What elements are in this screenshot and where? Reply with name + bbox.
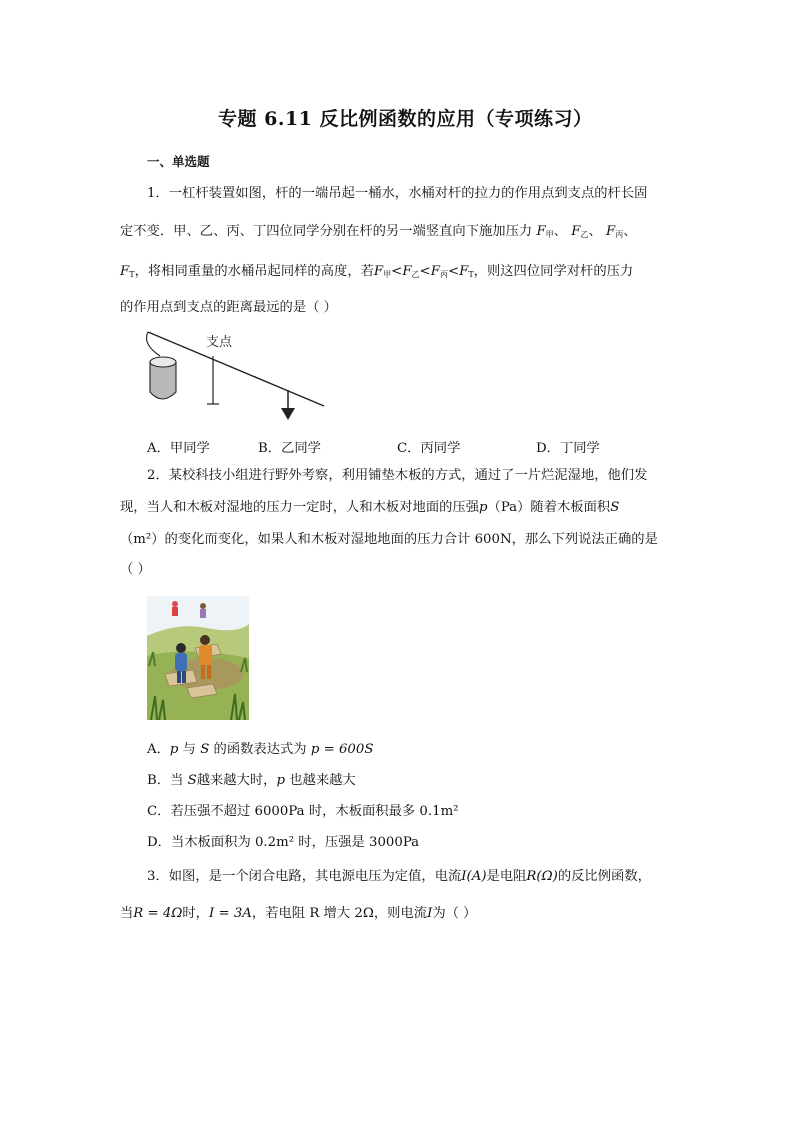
- q2-line3: （m²）的变化而变化，如果人和木板对湿地地面的压力合计 600N，那么下列说法正确的是: [120, 532, 658, 547]
- q1-line4: 的作用点到支点的距离最远的是（ ）: [120, 300, 337, 315]
- q3-line2: 当R = 4Ω时，I = 3A，若电阻 R 增大 2Ω，则电流I为（ ）: [120, 906, 477, 921]
- q1-option-c: C．丙同学: [397, 441, 461, 456]
- fulcrum-label: 支点: [206, 335, 233, 350]
- q2-line4: （ ）: [120, 562, 151, 577]
- bucket-rim: [150, 357, 176, 367]
- q1-line2: 定不变．甲、乙、丙、丁四位同学分别在杆的另一端竖直向下施加压力 $F_甲$、 $F_乙$、 $F_丙$、: [120, 224, 637, 239]
- lever-diagram: [140, 326, 330, 422]
- q2-option-b: B．当 S越来越大时，p 也越来越大: [147, 773, 356, 788]
- q2-option-a: A．p 与 S 的函数表达式为 p = 600S: [147, 742, 374, 757]
- q2-option-d: D．当木板面积为 0.2m² 时，压强是 3000Pa: [147, 835, 420, 850]
- q1-option-a: A．甲同学: [147, 441, 210, 456]
- force-arrow-head: [281, 408, 295, 420]
- q1-option-d: D．丁同学: [536, 441, 600, 456]
- q2-line1: 2．某校科技小组进行野外考察，利用铺垫木板的方式，通过了一片烂泥湿地，他们发: [147, 468, 648, 483]
- q2-option-c: C．若压强不超过 6000Pa 时，木板面积最多 0.1m²: [147, 804, 459, 819]
- q1-line1: 1．一杠杆装置如图，杆的一端吊起一桶水，水桶对杆的拉力的作用点到支点的杆长固: [147, 186, 648, 201]
- q3-line1: 3．如图，是一个闭合电路，其电源电压为定值，电流I(A)是电阻R(Ω)的反比例函数，: [147, 869, 651, 884]
- q1-option-b: B．乙同学: [258, 441, 321, 456]
- q1-line3: $F_T$，将相同重量的水桶吊起同样的高度，若$F_甲<F_乙<F_丙<F_T$，则这四位同学对杆的压力: [120, 264, 634, 279]
- q2-line2: 现，当人和木板对湿地的压力一定时，人和木板对地面的压强p（Pa）随着木板面积S: [120, 500, 620, 515]
- section-heading: 一、单选题: [147, 154, 210, 169]
- wetland-illustration: [147, 596, 249, 720]
- page-title: 专题 6.11 反比例函数的应用（专项练习）: [218, 108, 593, 130]
